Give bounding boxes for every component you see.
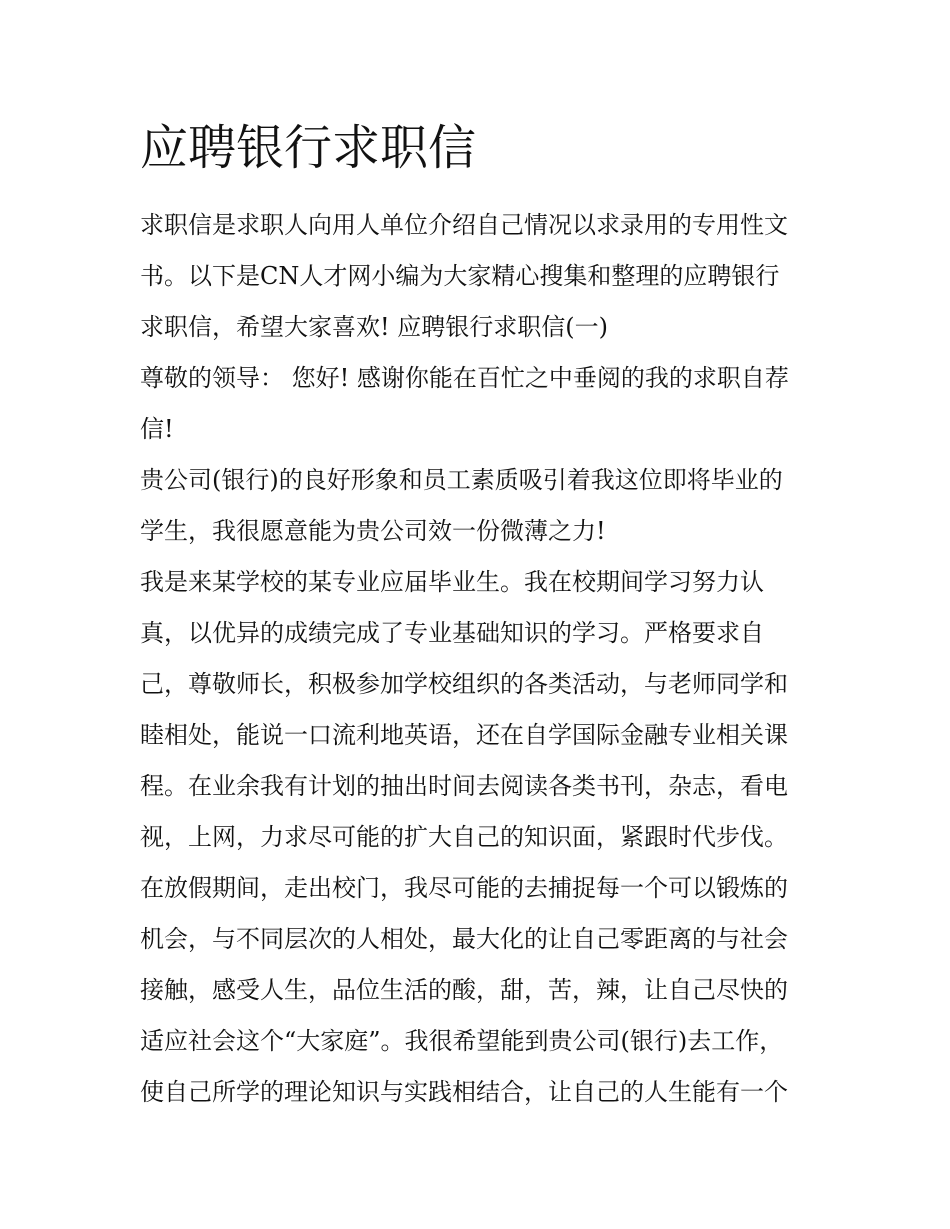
document-title: 应聘银行求职信 [140,120,477,176]
body-line: 学生，我很愿意能为贵公司效一份微薄之力! [140,517,606,545]
body-line: 己，尊敬师长，积极参加学校组织的各类活动，与老师同学和 [140,670,788,698]
body-line: 真，以优异的成绩完成了专业基础知识的学习。严格要求自 [140,619,764,647]
body-line: 求职信是求职人向用人单位介绍自己情况以求录用的专用性文 [140,211,788,239]
document-page [140,112,812,1118]
body-line: 信! [140,415,174,443]
body-line: 适应社会这个“大家庭”。我很希望能到贵公司(银行)去工作， [140,1027,784,1055]
body-line: 书。以下是CN人才网小编为大家精心搜集和整理的应聘银行 [140,262,780,290]
body-line: 贵公司(银行)的良好形象和员工素质吸引着我这位即将毕业的 [140,466,783,494]
body-line: 视，上网，力求尽可能的扩大自己的知识面，紧跟时代步伐。 [140,823,788,851]
body-line: 求职信，希望大家喜欢! 应聘银行求职信(一) [140,313,608,341]
body-line: 机会，与不同层次的人相处，最大化的让自己零距离的与社会 [140,925,788,953]
body-line: 接触，感受人生，品位生活的酸，甜，苦，辣，让自己尽快的 [140,976,788,1004]
document-body [140,200,812,1118]
body-line: 在放假期间，走出校门，我尽可能的去捕捉每一个可以锻炼的 [140,874,788,902]
body-line: 我是来某学校的某专业应届毕业生。我在校期间学习努力认 [140,568,764,596]
body-line: 使自己所学的理论知识与实践相结合，让自己的人生能有一个 [140,1078,788,1106]
body-line: 睦相处，能说一口流利地英语，还在自学国际金融专业相关课 [140,721,788,749]
body-line: 程。在业余我有计划的抽出时间去阅读各类书刊，杂志，看电 [140,772,788,800]
body-line: 尊敬的领导： 您好! 感谢你能在百忙之中垂阅的我的求职自荐 [140,364,789,392]
